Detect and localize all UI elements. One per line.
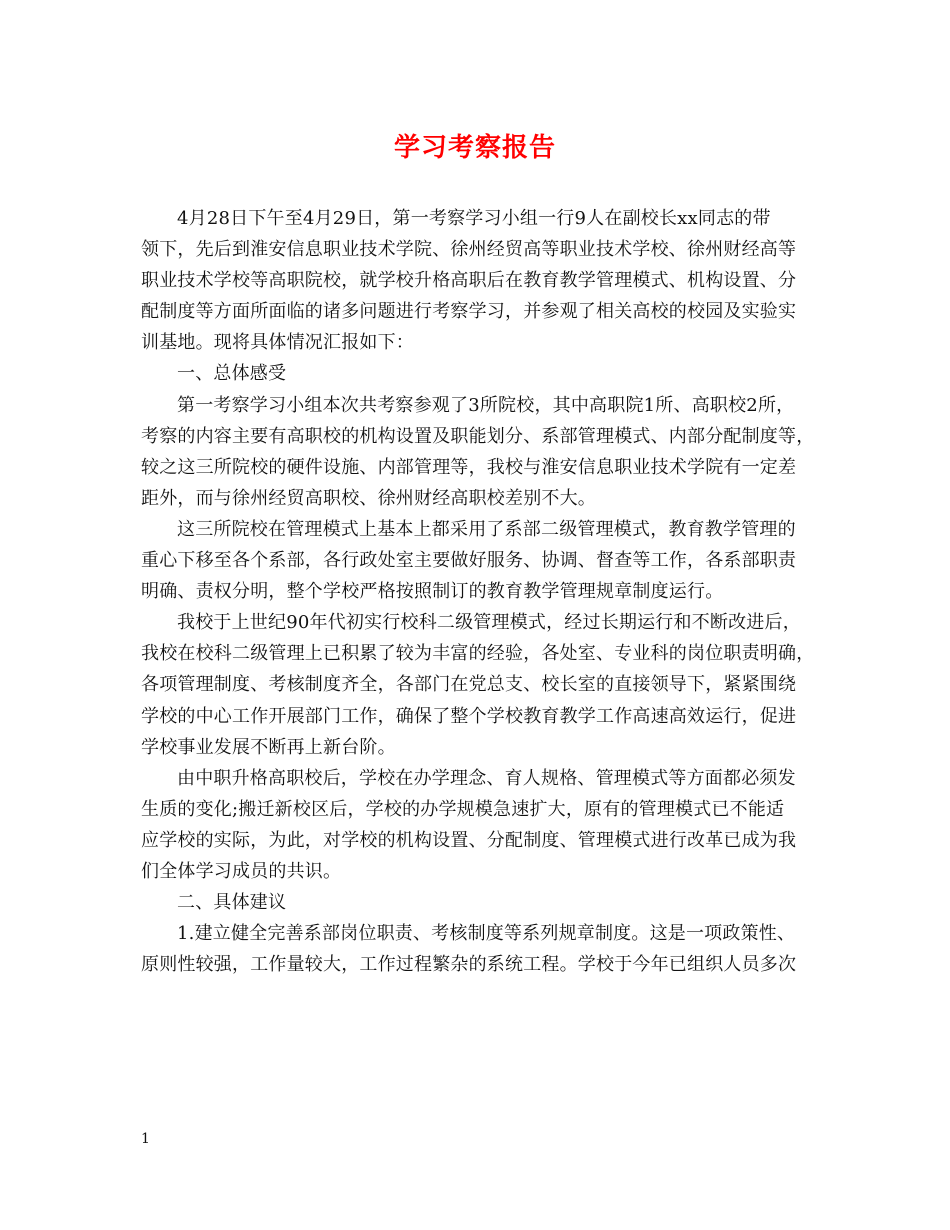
body-line: 我校于上世纪90年代初实行校科二级管理模式，经过长期运行和不断改进后， xyxy=(177,612,801,634)
body-line: 职业技术学校等高职院校，就学校升格高职后在教育教学管理模式、机构设置、分 xyxy=(141,270,797,292)
body-line: 配制度等方面所面临的诸多问题进行考察学习，并参观了相关高校的校园及实验实 xyxy=(141,301,797,323)
body-line: 由中职升格高职校后，学校在办学理念、育人规格、管理模式等方面都必须发 xyxy=(177,767,796,789)
body-line: 距外，而与徐州经贸高职校、徐州财经高职校差别不大。 xyxy=(141,487,596,509)
body-line: 训基地。现将具体情况汇报如下： xyxy=(141,332,414,354)
body-line: 我校在校科二级管理上已积累了较为丰富的经验，各处室、专业科的岗位职责明确， xyxy=(141,643,815,665)
page-number: 1 xyxy=(141,1131,150,1147)
body-line: 学校的中心工作开展部门工作，确保了整个学校教育教学工作高速高效运行，促进 xyxy=(141,705,797,727)
body-line: 4月28日下午至4月29日，第一考察学习小组一行9人在副校长xx同志的带 xyxy=(177,208,771,229)
body-line: 较之这三所院校的硬件设施、内部管理等，我校与淮安信息职业技术学院有一定差 xyxy=(141,456,797,478)
body-line: 各项管理制度、考核制度齐全，各部门在党总支、校长室的直接领导下，紧紧围绕 xyxy=(141,674,797,696)
body-line: 领下，先后到淮安信息职业技术学院、徐州经贸高等职业技术学校、徐州财经高等 xyxy=(141,239,797,261)
body-line: 学校事业发展不断再上新台阶。 xyxy=(141,736,396,758)
body-line: 原则性较强，工作量较大，工作过程繁杂的系统工程。学校于今年已组织人员多次 xyxy=(141,954,797,976)
body-line: 重心下移至各个系部，各行政处室主要做好服务、协调、督查等工作，各系部职责 xyxy=(141,550,797,572)
body-line: 第一考察学习小组本次共考察参观了3所院校，其中高职院1所、高职校2所， xyxy=(177,394,795,416)
body-line: 们全体学习成员的共识。 xyxy=(141,860,342,882)
document-title: 学习考察报告 xyxy=(393,133,556,163)
document-body xyxy=(141,203,816,980)
body-line: 生质的变化;搬迁新校区后，学校的办学规模急速扩大，原有的管理模式已不能适 xyxy=(141,798,785,820)
body-line: 二、具体建议 xyxy=(177,892,287,914)
body-line: 一、总体感受 xyxy=(177,363,287,385)
body-line: 1.建立健全完善系部岗位职责、考核制度等系列规章制度。这是一项政策性、 xyxy=(177,923,796,945)
body-line: 应学校的实际，为此，对学校的机构设置、分配制度、管理模式进行改革已成为我 xyxy=(141,829,797,851)
body-line: 这三所院校在管理模式上基本上都采用了系部二级管理模式，教育教学管理的 xyxy=(177,518,796,540)
body-line: 明确、责权分明，整个学校严格按照制订的教育教学管理规章制度运行。 xyxy=(141,581,724,603)
body-line: 考察的内容主要有高职校的机构设置及职能划分、系部管理模式、内部分配制度等， xyxy=(141,425,815,447)
